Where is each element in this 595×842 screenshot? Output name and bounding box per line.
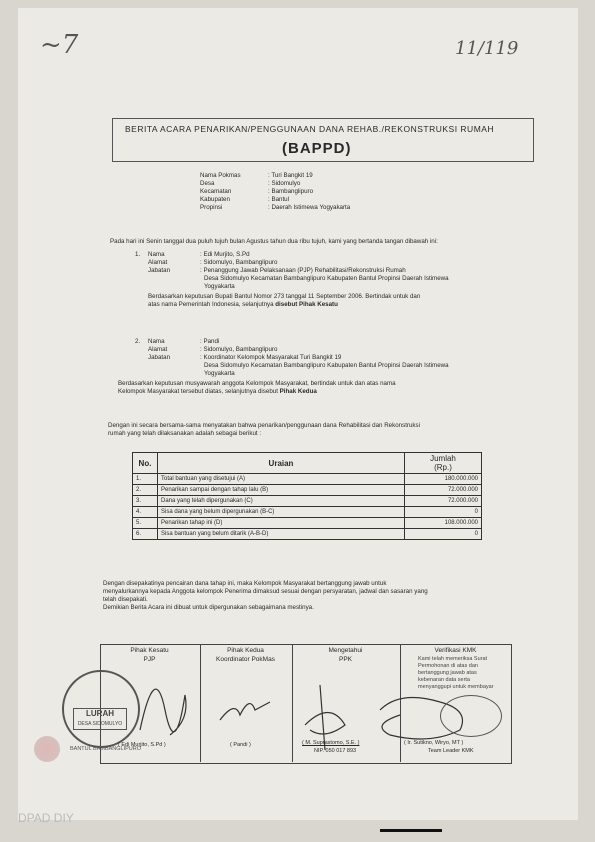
sig3-name: ( M. Suprastomo, S.E. ) <box>302 740 360 746</box>
sig1-role: PJP <box>143 656 156 663</box>
document-code: (BAPPD) <box>282 140 352 157</box>
closing-line2: menyalurkannya kepada Anggota kelompok Penerima dimaksud sesuai dengan persyaratan, jadwal dan sasaran yang <box>103 588 428 595</box>
statement-paragraph <box>108 422 420 438</box>
info-labels <box>200 172 241 212</box>
party2-nama-label: Nama <box>148 338 165 345</box>
sig2-name: ( Pandi ) <box>230 742 251 748</box>
party1-desc-line1: Berdasarkan keputusan Bupati Bantul Nomor 273 tanggal 11 September 2006. Bertindak untuk dan <box>148 293 421 300</box>
col-header-jumlah <box>405 453 482 474</box>
row-jumlah: 108.000.000 <box>405 518 482 529</box>
row-jumlah: 72.000.000 <box>405 496 482 507</box>
row-jumlah: 72.000.000 <box>405 485 482 496</box>
info-value-propinsi: : Daerah Istimewa Yogyakarta <box>268 204 351 211</box>
row-jumlah: 180.000.000 <box>405 474 482 485</box>
withdrawal-table <box>132 452 482 540</box>
verification-stamp <box>440 695 502 737</box>
info-label-desa: Desa <box>200 180 215 187</box>
row-jumlah: 0 <box>405 529 482 540</box>
info-label-propinsi: Propinsi <box>200 204 223 211</box>
party1-alamat-label: Alamat <box>148 259 168 266</box>
sig4-role: Team Leader KMK <box>428 748 474 754</box>
party2-alamat-label: Alamat <box>148 346 168 353</box>
info-label-kabupaten: Kabupaten <box>200 196 230 203</box>
party1-nama-label: Nama <box>148 251 165 258</box>
sig2-role: Koordinator PokMas <box>216 656 275 663</box>
verif-note-line: Kami telah memeriksa Surat <box>418 656 488 662</box>
party2-jabatan: : Koordinator Kelompok Masyarakat Turi Bangkit 19 <box>200 354 342 361</box>
party1-nama: : Edi Murjito, S.Pd <box>200 251 250 258</box>
party2-description <box>118 380 396 396</box>
col-header-jumlah-label: Jumlah <box>430 454 456 463</box>
col-header-no: No. <box>133 453 158 474</box>
party2-alamat: : Sidomulyo, Bambanglipuro <box>200 346 278 353</box>
table-header-row <box>133 453 482 474</box>
row-uraian: Sisa bantuan yang belum ditarik (A-B-D) <box>158 529 405 540</box>
archive-logo <box>34 736 60 762</box>
info-value-pokmas: : Turi Bangkit 19 <box>268 172 313 179</box>
row-uraian: Dana yang telah dipergunakan (C) <box>158 496 405 507</box>
row-no: 5. <box>133 518 158 529</box>
party1-designation: disebut Pihak Kesatu <box>275 301 338 308</box>
row-jumlah: 0 <box>405 507 482 518</box>
info-values <box>268 172 350 212</box>
sig1-title: Pihak Kesatu <box>130 647 169 654</box>
party1-alamat: : Sidomulyo, Bambanglipuro <box>200 259 278 266</box>
sig3-role: PPK <box>338 656 352 663</box>
row-no: 4. <box>133 507 158 518</box>
table-row <box>133 485 482 496</box>
party2-desc-line2: Kelompok Masyarakat tersebut diatas, selanjutnya disebut <box>118 388 280 395</box>
table-row <box>133 496 482 507</box>
closing-line3: telah disepakati. <box>103 596 148 603</box>
statement-line1: Dengan ini secara bersama-sama menyatakan bahwa penarikan/penggunaan dana Rehabilitasi dan Rekonstruksi <box>108 422 420 429</box>
handwritten-mark-left: ~7 <box>40 30 79 60</box>
row-no: 2. <box>133 485 158 496</box>
party1-jabatan-label: Jabatan <box>148 267 171 274</box>
table-row <box>133 474 482 485</box>
stamp-center <box>73 708 127 730</box>
closing-line1: Dengan disepakatinya pencairan dana tahap ini, maka Kelompok Masyarakat bertanggung jawab untuk <box>103 580 387 587</box>
party1-jabatan-line2: Desa Sidomulyo Kecamatan Bambanglipuro Kabupaten Bantul Propinsi Daerah Istimewa <box>204 275 449 282</box>
document-title: BERITA ACARA PENARIKAN/PENGGUNAAN DANA REHAB./REKONSTRUKSI RUMAH <box>125 124 495 134</box>
info-label-kecamatan: Kecamatan <box>200 188 232 195</box>
sig2-title: Pihak Kedua <box>227 647 264 654</box>
party1-jabatan-line3: Yogyakarta <box>204 283 235 290</box>
stamp-subtitle: DESA SIDOMULYO <box>77 721 123 727</box>
party2-values <box>200 338 449 378</box>
stamp-ring-text: BANTUL BAMBANGLIPURO <box>70 746 142 752</box>
sig3-title: Mengetahui <box>328 647 363 654</box>
info-value-desa: : Sidomulyo <box>268 180 301 187</box>
signature-scribble-2 <box>220 702 270 720</box>
verif-note-line: Permohonan di atas dan <box>418 663 478 669</box>
info-value-kecamatan: : Bambanglipuro <box>268 188 314 195</box>
table-row <box>133 518 482 529</box>
party1-values <box>200 251 449 291</box>
sig3-nip: NIP. 050 017 893 <box>314 748 357 754</box>
scan-mark <box>380 829 442 832</box>
party2-jabatan-line2: Desa Sidomulyo Kecamatan Bambanglipuro Kabupaten Bantul Propinsi Daerah Istimewa <box>204 362 449 369</box>
party2-labels <box>148 338 170 362</box>
signature-scribble-1 <box>140 689 186 735</box>
row-no: 6. <box>133 529 158 540</box>
handwritten-page-number: 11/119 <box>455 38 519 59</box>
closing-paragraph <box>103 580 428 612</box>
party2-desc-line1: Berdasarkan keputusan musyawarah anggota Kelompok Masyarakat, bertindak untuk dan atas nama <box>118 380 396 387</box>
verif-note-line: bertanggung jawab atas <box>418 670 477 676</box>
verif-note-line: menyanggupi untuk membayar <box>418 684 494 690</box>
intro-paragraph: Pada hari ini Senin tanggal dua puluh tujuh bulan Agustus tahun dua ribu tujuh, kami yang bertanda tangan dibawah ini: <box>110 238 438 245</box>
verif-note-line: kebenaran data serta <box>418 677 470 683</box>
party2-designation: Pihak Kedua <box>279 388 317 395</box>
row-no: 1. <box>133 474 158 485</box>
col-header-currency: (Rp.) <box>434 463 452 472</box>
statement-line2: rumah yang telah dilaksanakan adalah sebagai berikut : <box>108 430 262 437</box>
row-uraian: Penarikan sampai dengan tahap lalu (B) <box>158 485 405 496</box>
row-uraian: Total bantuan yang disetujui (A) <box>158 474 405 485</box>
watermark: DPAD DIY <box>18 811 74 825</box>
party2-jabatan-line3: Yogyakarta <box>204 370 235 377</box>
party1-number: 1. <box>135 251 141 258</box>
sig4-title: Verifikasi KMK <box>434 647 477 654</box>
info-label-pokmas: Nama Pokmas <box>200 172 241 179</box>
party1-desc-line2: atas nama Pemerintah Indonesia, selanjutnya <box>148 301 276 308</box>
table-row <box>133 507 482 518</box>
party1-labels <box>148 251 170 275</box>
row-uraian: Sisa dana yang belum dipergunakan (B-C) <box>158 507 405 518</box>
stamp-title: LURAH <box>86 709 114 718</box>
info-value-kabupaten: : Bantul <box>268 196 289 203</box>
closing-line4: Demikian Berita Acara ini dibuat untuk dipergunakan sebagaimana mestinya. <box>103 604 314 611</box>
sig4-name: ( Ir. Sutikno, Wiryo, MT ) <box>404 740 464 746</box>
row-uraian: Penarikan tahap ini (D) <box>158 518 405 529</box>
party1-jabatan: : Penanggung Jawab Pelaksanaan (PJP) Rehabilitasi/Rekonstruksi Rumah <box>200 267 406 274</box>
party2-nama: : Pandi <box>200 338 220 345</box>
party1-description <box>148 293 420 309</box>
party2-jabatan-label: Jabatan <box>148 354 171 361</box>
table-row <box>133 529 482 540</box>
col-header-uraian: Uraian <box>158 453 405 474</box>
party2-number: 2. <box>135 338 141 345</box>
row-no: 3. <box>133 496 158 507</box>
sig1-name: ( Edi Murjito, S.Pd ) <box>118 742 166 748</box>
